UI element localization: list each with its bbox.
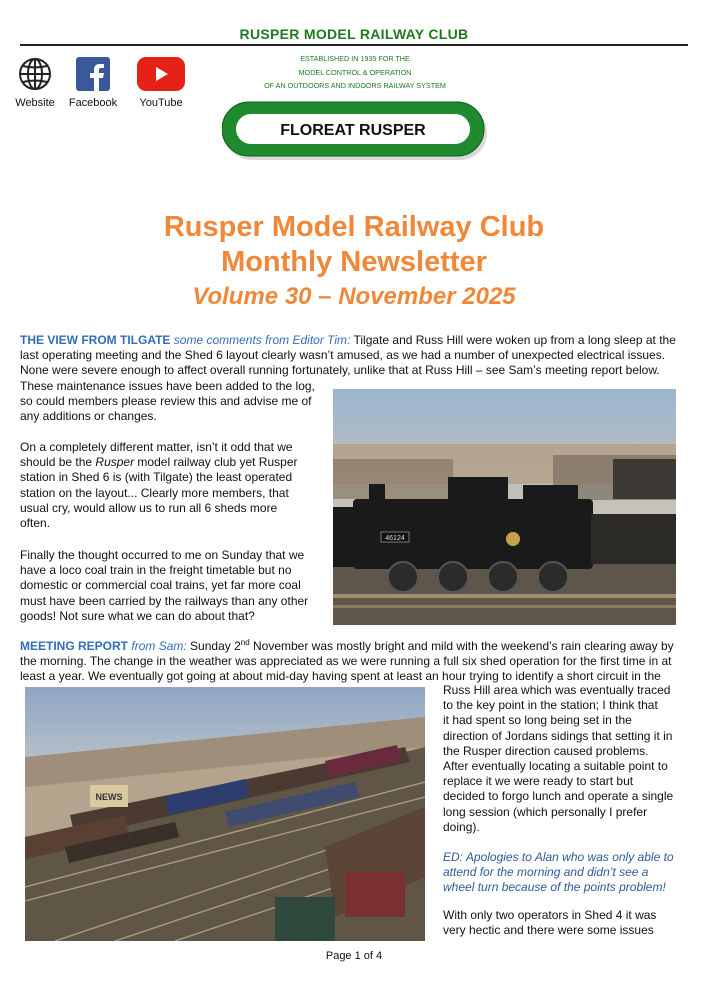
tilgate-para-1 bbox=[20, 379, 330, 425]
text-line: it had spent so long being set in the bbox=[443, 713, 632, 728]
layout-photo bbox=[25, 687, 425, 941]
tilgate-para-3 bbox=[20, 548, 330, 624]
newsletter-title: Rusper Model Railway Club bbox=[163, 211, 545, 243]
meeting-byline: from Sam: bbox=[131, 639, 187, 653]
text-line: Russ Hill area which was eventually traced bbox=[443, 683, 671, 697]
club-name: RUSPER MODEL RAILWAY CLUB bbox=[239, 26, 469, 42]
text-line: After eventually locating a suitable point to bbox=[443, 759, 668, 774]
header-divider bbox=[20, 44, 688, 46]
text-line: With only two operators in Shed 4 it was bbox=[443, 908, 657, 922]
text-line: so could members please review this and advise me of bbox=[20, 394, 312, 409]
text-line: long session (which personally I prefer bbox=[443, 804, 648, 819]
facebook-link[interactable] bbox=[68, 57, 118, 109]
text-line: should be the Rusper model railway club yet Rusper bbox=[20, 455, 298, 470]
newsletter-subtitle: Monthly Newsletter bbox=[221, 246, 487, 278]
text-line: station on the layout... Clearly more members, that bbox=[20, 485, 289, 500]
text-line: any additions or changes. bbox=[20, 409, 157, 424]
text-line: the Rusper direction caused problems. bbox=[443, 743, 649, 758]
text-line: Sunday 2 bbox=[186, 639, 241, 653]
superscript: nd bbox=[240, 638, 250, 647]
text-line: Tilgate and Russ Hill were woken up from a long sleep at the bbox=[350, 333, 676, 347]
youtube-icon bbox=[137, 57, 185, 91]
text-line: often. bbox=[20, 516, 51, 531]
website-label: Website bbox=[15, 97, 55, 109]
established-note bbox=[230, 52, 480, 93]
text-line: November was mostly bright and mild with the weekend’s rain clearing away by bbox=[249, 639, 674, 653]
youtube-link[interactable] bbox=[134, 57, 188, 109]
tilgate-para-2 bbox=[20, 440, 330, 531]
text-line: goods! Not sure what we can do about that? bbox=[20, 608, 255, 623]
text-line: usual cry, would allow us to run all 6 sheds more bbox=[20, 500, 278, 515]
established-line: ESTABLISHED IN 1935 FOR THE bbox=[300, 54, 410, 63]
globe-icon bbox=[18, 57, 52, 91]
text-line: replace it we were ready to start but bbox=[443, 774, 634, 789]
text-line: must have been carried by the railways than any other bbox=[20, 593, 309, 608]
poster-text: NEWS bbox=[95, 792, 123, 802]
website-link[interactable] bbox=[14, 57, 56, 109]
tilgate-byline: some comments from Editor Tim: bbox=[173, 333, 351, 347]
text-line: On a completely different matter, isn’t it odd that we bbox=[20, 440, 293, 454]
text-line: have a loco coal train in the freight timetable but no bbox=[20, 563, 292, 578]
text-line: decided to forgo lunch and operate a single bbox=[443, 789, 674, 804]
text-line: Finally the thought occurred to me on Sunday that we bbox=[20, 548, 305, 562]
text-line: last operating meeting and the Shed 6 layout clearly wasn’t amused, as we had a number of unexpected electrical issues. bbox=[20, 348, 666, 363]
volume-line: Volume 30 – November 2025 bbox=[192, 283, 516, 310]
meeting-heading: MEETING REPORT bbox=[20, 639, 129, 653]
established-line: OF AN OUTDOORS AND INDOORS RAILWAY SYSTEM bbox=[264, 81, 446, 90]
loco-photo bbox=[333, 389, 676, 625]
text-line: domestic or commercial coal trains, yet far more coal bbox=[20, 578, 301, 593]
tilgate-heading: THE VIEW FROM TILGATE bbox=[20, 333, 171, 347]
text-line: ED: Apologies to Alan who was only able to bbox=[443, 850, 674, 864]
text-line: doing). bbox=[443, 819, 480, 834]
floreat-badge bbox=[222, 101, 490, 163]
meeting-continued bbox=[443, 908, 693, 938]
meeting-side-text bbox=[443, 683, 693, 835]
text-line: very hectic and there were some issues bbox=[443, 923, 654, 938]
text-line: least a year. We eventually got going at about mid-day having spent at least an hour trying to identify a short circuit in the bbox=[20, 669, 661, 684]
text-line: direction of Jordans sidings that setting it in bbox=[443, 728, 673, 743]
loco-number: 46124 bbox=[385, 535, 405, 542]
text-line: station in Shed 6 is (with Tilgate) the least operated bbox=[20, 470, 293, 485]
established-line: MODEL CONTROL & OPERATION bbox=[298, 67, 412, 77]
tilgate-intro bbox=[20, 333, 688, 379]
youtube-label: YouTube bbox=[139, 97, 183, 109]
text-line: to the key point in the station; I think that bbox=[443, 698, 658, 713]
meeting-intro bbox=[20, 635, 688, 685]
text-line: wheel turn because of the points problem! bbox=[443, 880, 666, 895]
text-line: None were severe enough to affect overall running fortunately, unlike that at Russ Hill – see Sam’s meeting report below. bbox=[20, 363, 660, 378]
text-line: attend for the morning and didn’t see a bbox=[443, 865, 649, 880]
facebook-label: Facebook bbox=[68, 97, 118, 109]
facebook-icon bbox=[76, 57, 110, 91]
page-number: Page 1 of 4 bbox=[325, 950, 383, 962]
text-line: the morning. The change in the weather was appreciated as we were running a full six shed operation for the first time in at bbox=[20, 654, 672, 669]
editor-note bbox=[443, 850, 698, 896]
badge-text: FLOREAT RUSPER bbox=[280, 122, 426, 139]
text-line: These maintenance issues have been added to the log, bbox=[20, 379, 315, 393]
